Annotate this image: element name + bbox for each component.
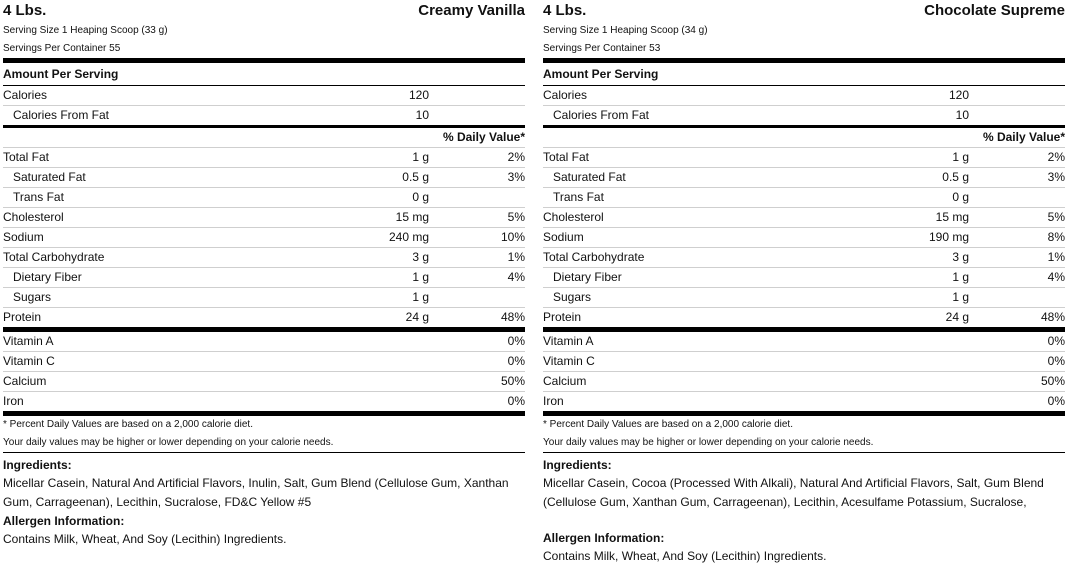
nutrient-label: Total Carbohydrate: [3, 250, 105, 264]
nutrient-dv: 8%: [1047, 230, 1065, 244]
ingredients-text: Micellar Casein, Cocoa (Processed With Alkali), Natural And Artificial Flavors, Salt, Gum Blend (Cellulose Gum, Xanthan Gum, Carrageenan), Lecithin, Acesulfame Potassium, Sucralose,: [543, 476, 1044, 509]
servings-per-container: Servings Per Container 55: [3, 43, 121, 54]
vitamin-dv: 0%: [507, 354, 525, 368]
nutrient-label: Total Fat: [3, 150, 50, 164]
nutrient-amount: 0.5 g: [402, 170, 429, 184]
nutrient-amount: 24 g: [405, 310, 429, 324]
vitamin-dv: 0%: [507, 394, 525, 408]
nutrient-label: Protein: [3, 310, 42, 324]
vitamin-dv: 50%: [500, 374, 525, 388]
calories-from-fat-row: [3, 106, 525, 125]
vitamin-row: [3, 392, 525, 411]
nutrient-amount: 1 g: [952, 290, 969, 304]
vitamin-row: [3, 372, 525, 392]
nutrient-label: Cholesterol: [3, 210, 64, 224]
vitamin-row: [543, 392, 1065, 411]
nutrient-label: Sodium: [543, 230, 584, 244]
panel-header: [3, 0, 525, 22]
nutrient-label: Saturated Fat: [553, 170, 626, 184]
divider: [543, 452, 1065, 453]
footnote-calorie-needs: Your daily values may be higher or lower depending on your calorie needs.: [3, 437, 334, 448]
vitamin-dv: 50%: [1040, 374, 1065, 388]
ingredients-text: Micellar Casein, Natural And Artificial Flavors, Inulin, Salt, Gum Blend (Cellulose Gum, Xanthan Gum, Carrageenan), Lecithin, Sucralose, FD&C Yellow #5: [3, 476, 509, 509]
nutrient-amount: 240 mg: [388, 230, 429, 244]
vitamin-label: Iron: [543, 394, 564, 408]
calories-from-fat-value: 10: [955, 108, 969, 122]
flavor-title: Chocolate Supreme: [924, 2, 1065, 19]
nutrient-label: Protein: [543, 310, 582, 324]
nutrient-dv: 4%: [507, 270, 525, 284]
nutrient-amount: 3 g: [412, 250, 429, 264]
vitamin-label: Vitamin A: [3, 334, 54, 348]
nutrient-row: [543, 308, 1065, 327]
container-size: 4 Lbs.: [543, 2, 587, 19]
divider: [3, 452, 525, 453]
footnote-daily-values: * Percent Daily Values are based on a 2,000 calorie diet.: [3, 419, 253, 430]
nutrient-row: [543, 228, 1065, 248]
vitamin-label: Vitamin C: [3, 354, 55, 368]
nutrient-row: [543, 188, 1065, 208]
nutrient-dv: 2%: [507, 150, 525, 164]
nutrient-row: [3, 208, 525, 228]
daily-value-header: % Daily Value*: [543, 128, 1065, 148]
vitamin-row: [543, 372, 1065, 392]
servings-per-container: Servings Per Container 53: [543, 43, 661, 54]
nutrient-amount: 1 g: [952, 270, 969, 284]
nutrient-row: [543, 288, 1065, 308]
nutrient-dv: 10%: [500, 230, 525, 244]
vitamin-label: Calcium: [543, 374, 587, 388]
container-size: 4 Lbs.: [3, 2, 47, 19]
nutrient-amount: 1 g: [952, 150, 969, 164]
spacer: [543, 512, 1065, 529]
footnote-calorie-needs: Your daily values may be higher or lower depending on your calorie needs.: [543, 437, 874, 448]
serving-size: Serving Size 1 Heaping Scoop (33 g): [3, 25, 168, 36]
nutrient-amount: 15 mg: [395, 210, 429, 224]
nutrient-dv: 3%: [507, 170, 525, 184]
allergen-text: Contains Milk, Wheat, And Soy (Lecithin) Ingredients.: [3, 532, 287, 546]
nutrient-label: Sugars: [553, 290, 592, 304]
panel-header: [543, 0, 1065, 22]
nutrient-amount: 1 g: [412, 150, 429, 164]
nutrient-row: [3, 148, 525, 168]
nutrient-amount: 0 g: [952, 190, 969, 204]
calories-label: Calories: [543, 88, 588, 102]
vitamin-label: Vitamin C: [543, 354, 595, 368]
footnote-daily-values: * Percent Daily Values are based on a 2,000 calorie diet.: [543, 419, 793, 430]
vitamin-label: Vitamin A: [543, 334, 594, 348]
nutrient-row: [543, 248, 1065, 268]
nutrient-label: Trans Fat: [553, 190, 604, 204]
nutrient-amount: 0.5 g: [942, 170, 969, 184]
nutrient-amount: 24 g: [945, 310, 969, 324]
vitamin-dv: 0%: [1047, 334, 1065, 348]
nutrient-dv: 48%: [500, 310, 525, 324]
nutrient-row: [3, 288, 525, 308]
nutrient-amount: 3 g: [952, 250, 969, 264]
ingredients-title: Ingredients:: [3, 458, 72, 472]
vitamin-label: Calcium: [3, 374, 47, 388]
nutrient-label: Total Carbohydrate: [543, 250, 645, 264]
nutrient-dv: 4%: [1047, 270, 1065, 284]
nutrient-label: Dietary Fiber: [553, 270, 622, 284]
nutrient-label: Sodium: [3, 230, 44, 244]
serving-size: Serving Size 1 Heaping Scoop (34 g): [543, 25, 708, 36]
calories-from-fat-row: [543, 106, 1065, 125]
flavor-title: Creamy Vanilla: [418, 2, 525, 19]
nutrient-dv: 1%: [507, 250, 525, 264]
nutrient-amount: 15 mg: [935, 210, 969, 224]
vitamin-dv: 0%: [1047, 354, 1065, 368]
nutrient-row: [3, 228, 525, 248]
calories-value: 120: [948, 88, 969, 102]
nutrient-dv: 5%: [1047, 210, 1065, 224]
calories-label: Calories: [3, 88, 48, 102]
nutrient-row: [3, 188, 525, 208]
nutrient-row: [543, 168, 1065, 188]
vitamin-row: [3, 332, 525, 352]
allergen-text: Contains Milk, Wheat, And Soy (Lecithin) Ingredients.: [543, 549, 827, 563]
allergen-title: Allergen Information:: [543, 531, 665, 545]
calories-from-fat-label: Calories From Fat: [553, 108, 650, 122]
nutrient-dv: 48%: [1040, 310, 1065, 324]
nutrient-row: [3, 248, 525, 268]
nutrition-panel-chocolate: [543, 0, 1065, 566]
vitamin-row: [543, 352, 1065, 372]
nutrient-row: [543, 268, 1065, 288]
vitamin-dv: 0%: [1047, 394, 1065, 408]
nutrient-label: Dietary Fiber: [13, 270, 82, 284]
calories-value: 120: [408, 88, 429, 102]
daily-value-header: % Daily Value*: [3, 128, 525, 148]
amount-per-serving: Amount Per Serving: [543, 67, 659, 81]
nutrition-panel-vanilla: [3, 0, 525, 549]
calories-row: [543, 86, 1065, 106]
vitamin-row: [3, 352, 525, 372]
nutrient-row: [3, 268, 525, 288]
nutrient-amount: 190 mg: [928, 230, 969, 244]
calories-from-fat-label: Calories From Fat: [13, 108, 110, 122]
vitamin-dv: 0%: [507, 334, 525, 348]
nutrient-dv: 2%: [1047, 150, 1065, 164]
allergen-title: Allergen Information:: [3, 514, 125, 528]
nutrient-label: Trans Fat: [13, 190, 64, 204]
amount-per-serving: Amount Per Serving: [3, 67, 119, 81]
nutrient-amount: 1 g: [412, 290, 429, 304]
nutrient-label: Cholesterol: [543, 210, 604, 224]
nutrient-row: [3, 308, 525, 327]
nutrient-amount: 0 g: [412, 190, 429, 204]
nutrient-label: Total Fat: [543, 150, 590, 164]
nutrient-row: [543, 208, 1065, 228]
nutrient-dv: 3%: [1047, 170, 1065, 184]
nutrient-label: Saturated Fat: [13, 170, 86, 184]
vitamin-label: Iron: [3, 394, 24, 408]
nutrient-row: [543, 148, 1065, 168]
nutrient-dv: 5%: [507, 210, 525, 224]
nutrient-label: Sugars: [13, 290, 52, 304]
ingredients-title: Ingredients:: [543, 458, 612, 472]
nutrient-amount: 1 g: [412, 270, 429, 284]
vitamin-row: [543, 332, 1065, 352]
calories-row: [3, 86, 525, 106]
nutrient-row: [3, 168, 525, 188]
nutrient-dv: 1%: [1047, 250, 1065, 264]
calories-from-fat-value: 10: [415, 108, 429, 122]
